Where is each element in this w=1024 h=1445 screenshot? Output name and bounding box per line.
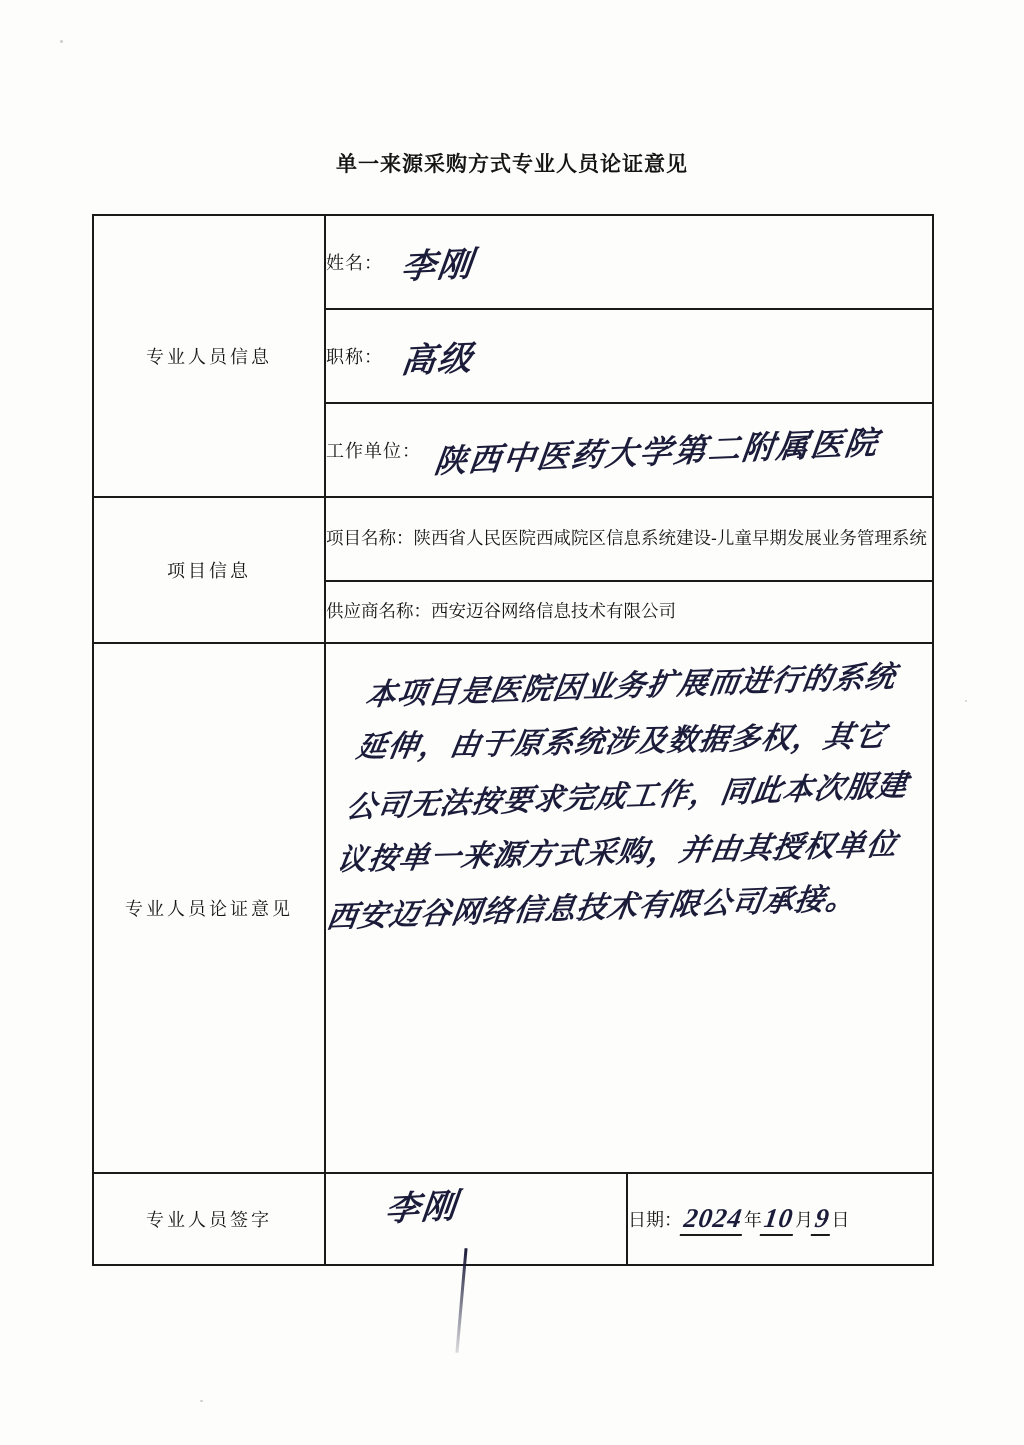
field-name-handwriting: 李刚 (399, 245, 476, 287)
scan-speck (200, 1400, 203, 1402)
field-work-unit-handwriting: 陕西中医药大学第二附属医院 (432, 424, 882, 480)
field-work-unit-label: 工作单位： (326, 441, 421, 461)
scan-speck (965, 700, 967, 702)
field-work-unit (325, 403, 933, 497)
signature-cell (325, 1173, 627, 1265)
supplier-name-text: 供应商名称：西安迈谷网络信息技术有限公司 (325, 581, 933, 643)
table-row (93, 215, 933, 309)
project-name-text: 项目名称：陕西省人民医院西咸院区信息系统建设-儿童早期发展业务管理系统 (325, 497, 933, 581)
table-row (93, 1173, 933, 1265)
opinion-handwriting (324, 658, 947, 936)
date-day-unit: 日 (831, 1210, 850, 1230)
project-info-label: 项目信息 (93, 497, 325, 643)
signature-handwriting: 李刚 (383, 1188, 460, 1229)
field-job-title-label: 职称： (326, 347, 383, 367)
opinion-line: 西安迈谷网络信息技术有限公司承接。 (324, 882, 860, 935)
opinion-line: 本项目是医院因业务扩展而进行的系统 (363, 660, 899, 713)
opinion-label: 专业人员论证意见 (93, 643, 325, 1173)
date-day-value: 9 (811, 1203, 834, 1236)
date-year-value: 2024 (680, 1203, 747, 1236)
opinion-line: 延伸，由于原系统涉及数据多权，其它 (354, 719, 889, 764)
opinion-line: 公司无法按要求完成工作，同此本次服建 (343, 769, 910, 825)
table-row (93, 497, 933, 581)
date-month-value: 10 (760, 1203, 798, 1236)
scan-speck (60, 40, 63, 43)
field-job-title (325, 309, 933, 403)
date-cell (627, 1173, 933, 1265)
table-row (93, 643, 933, 1173)
page-title: 单一来源采购方式专业人员论证意见 (336, 153, 688, 176)
field-job-title-handwriting: 高级 (399, 339, 476, 381)
signature-label: 专业人员签字 (93, 1173, 325, 1265)
date-year-unit: 年 (744, 1210, 762, 1230)
date-month-unit: 月 (795, 1210, 813, 1230)
opinion-content-cell (325, 643, 933, 1173)
opinion-line: 议按单一来源方式采购，并由其授权单位 (334, 827, 900, 877)
opinion-form-table (92, 214, 934, 1266)
personnel-info-label: 专业人员信息 (93, 215, 325, 497)
field-name-label: 姓名： (326, 253, 383, 273)
date-label: 日期： (628, 1210, 682, 1230)
field-name (325, 215, 933, 309)
